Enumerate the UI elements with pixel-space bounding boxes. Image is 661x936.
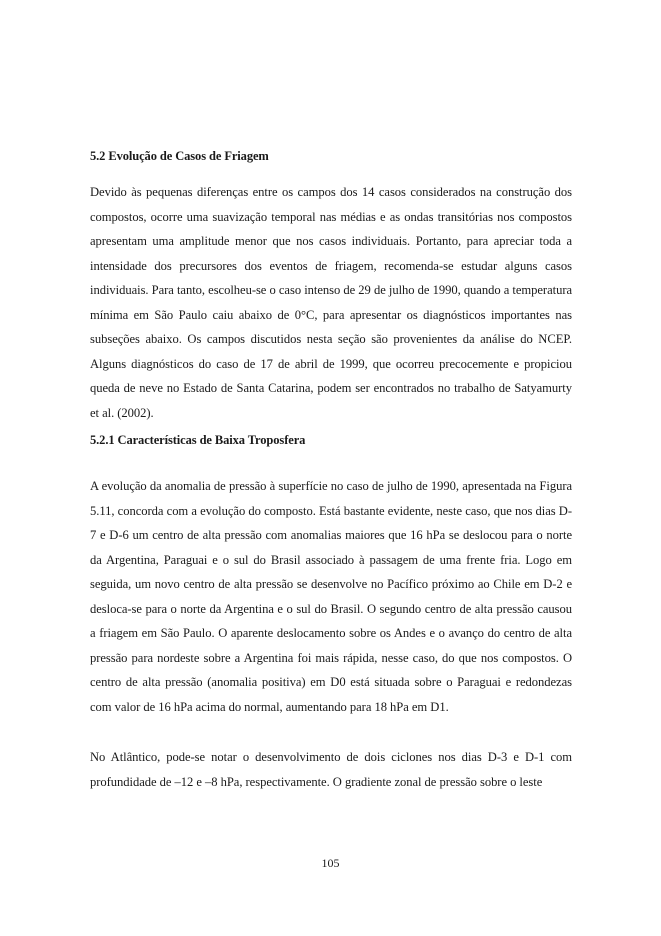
subsection-heading: 5.2.1 Características de Baixa Troposfera bbox=[90, 433, 306, 447]
subsection-paragraph-1: A evolução da anomalia de pressão à superfície no caso de julho de 1990, apresentada na Figura 5.11, concorda com a evolução do composto. Está bastante evidente, neste caso, que nos dias D-7 e D-6 um centro de alta pressão com anomalias maiores que 16 hPa se deslocou para o norte da Argentina, Paraguai e o sul do Brasil associado à passagem de uma frente fria. Logo em seguida, um novo centro de alta pressão se desenvolve no Pacífico próximo ao Chile em D-2 e desloca-se para o norte da Argentina e o sul do Brasil. O segundo centro de alta pressão causou a friagem em São Paulo. O aparente deslocamento sobre os Andes e o avanço do centro de alta pressão para nordeste sobre a Argentina foi mais rápida, nesse caso, do que nos compostos. O centro de alta pressão (anomalia positiva) em D0 está situada sobre o Paraguai e redondezas com valor de 16 hPa acima do normal, aumentando para 18 hPa em D1. bbox=[90, 479, 572, 714]
section-heading: 5.2 Evolução de Casos de Friagem bbox=[90, 149, 269, 163]
section-paragraph: Devido às pequenas diferenças entre os campos dos 14 casos considerados na construção dos compostos, ocorre uma suavização temporal nas médias e as ondas transitórias nos compostos apresentam uma amplitude menor que nos casos individuais. Portanto, para apreciar toda a intensidade dos precursores dos eventos de friagem, recomenda-se estudar alguns casos individuais. Para tanto, escolheu-se o caso intenso de 29 de julho de 1990, quando a temperatura mínima em São Paulo caiu abaixo de 0°C, para apresentar os diagnósticos importantes nas subseções abaixo. Os campos discutidos nesta seção são provenientes da análise do NCEP. Alguns diagnósticos do caso de 17 de abril de 1999, que ocorreu precocemente e propiciou queda de neve no Estado de Santa Catarina, podem ser encontrados no trabalho de Satyamurty et al. (2002). bbox=[90, 185, 572, 420]
subsection-paragraph-2: No Atlântico, pode-se notar o desenvolvimento de dois ciclones nos dias D-3 e D-1 com profundidade de –12 e –8 hPa, respectivamente. O gradiente zonal de pressão sobre o leste bbox=[90, 750, 572, 789]
page-number: 105 bbox=[321, 856, 340, 870]
